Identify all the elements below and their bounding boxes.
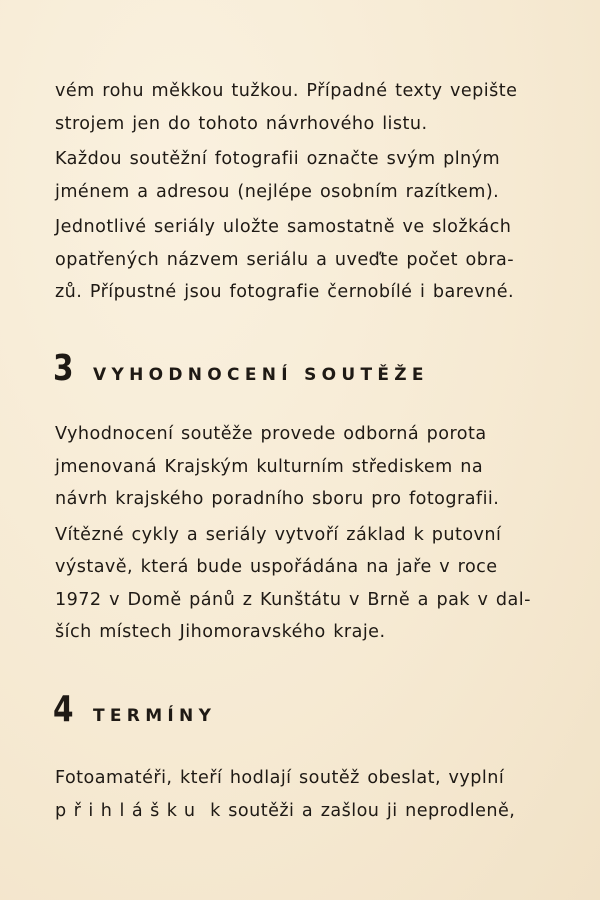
text-line: 1972 v Domě pánů z Kunštátu v Brně a pak v dal- — [55, 589, 531, 610]
section-3-title: VYHODNOCENÍ SOUTĚŽE — [93, 365, 429, 385]
section-3-number: 3 — [53, 348, 74, 389]
paragraph-deadlines — [55, 762, 553, 827]
text-line: návrh krajského poradního sboru pro fotografii. — [55, 489, 500, 509]
section-4-heading — [53, 690, 216, 730]
text-line: Fotoamatéři, kteří hodlají soutěž obeslat, vyplní — [55, 768, 505, 788]
paragraph-evaluation — [55, 418, 553, 649]
emphasized-word: přihlášku — [55, 800, 203, 821]
text-line: ších místech Jihomoravského kraje. — [55, 622, 386, 642]
text-line: Vítězné cykly a seriály vytvoří základ k putovní — [55, 524, 502, 545]
section-4-title: TERMÍNY — [93, 706, 217, 726]
paragraph-submission-instructions — [55, 75, 553, 309]
section-4-number: 4 — [53, 689, 74, 730]
text-line: jmenovaná Krajským kulturním střediskem na — [55, 456, 484, 477]
text-line: Každou soutěžní fotografii označte svým plným — [55, 149, 501, 169]
text-line: výstavě, která bude uspořádána na jaře v roce — [55, 557, 498, 577]
text-line-rest: k soutěži a zašlou ji neprodleně, — [202, 800, 516, 821]
text-line: strojem jen do tohoto návrhového listu. — [55, 113, 428, 134]
text-line: jménem a adresou (nejlépe osobním razítkem). — [55, 181, 500, 202]
text-line: Vyhodnocení soutěže provede odborná porota — [55, 424, 487, 444]
text-line: zů. Přípustné jsou fotografie černobílé i barevné. — [55, 282, 515, 302]
text-line: vém rohu měkkou tužkou. Případné texty vepište — [55, 81, 518, 101]
text-line: Jednotlivé seriály uložte samostatně ve složkách — [55, 217, 512, 237]
text-line — [55, 795, 553, 828]
section-3-heading — [53, 349, 429, 389]
text-line: opatřených názvem seriálu a uveďte počet obra- — [55, 249, 515, 270]
